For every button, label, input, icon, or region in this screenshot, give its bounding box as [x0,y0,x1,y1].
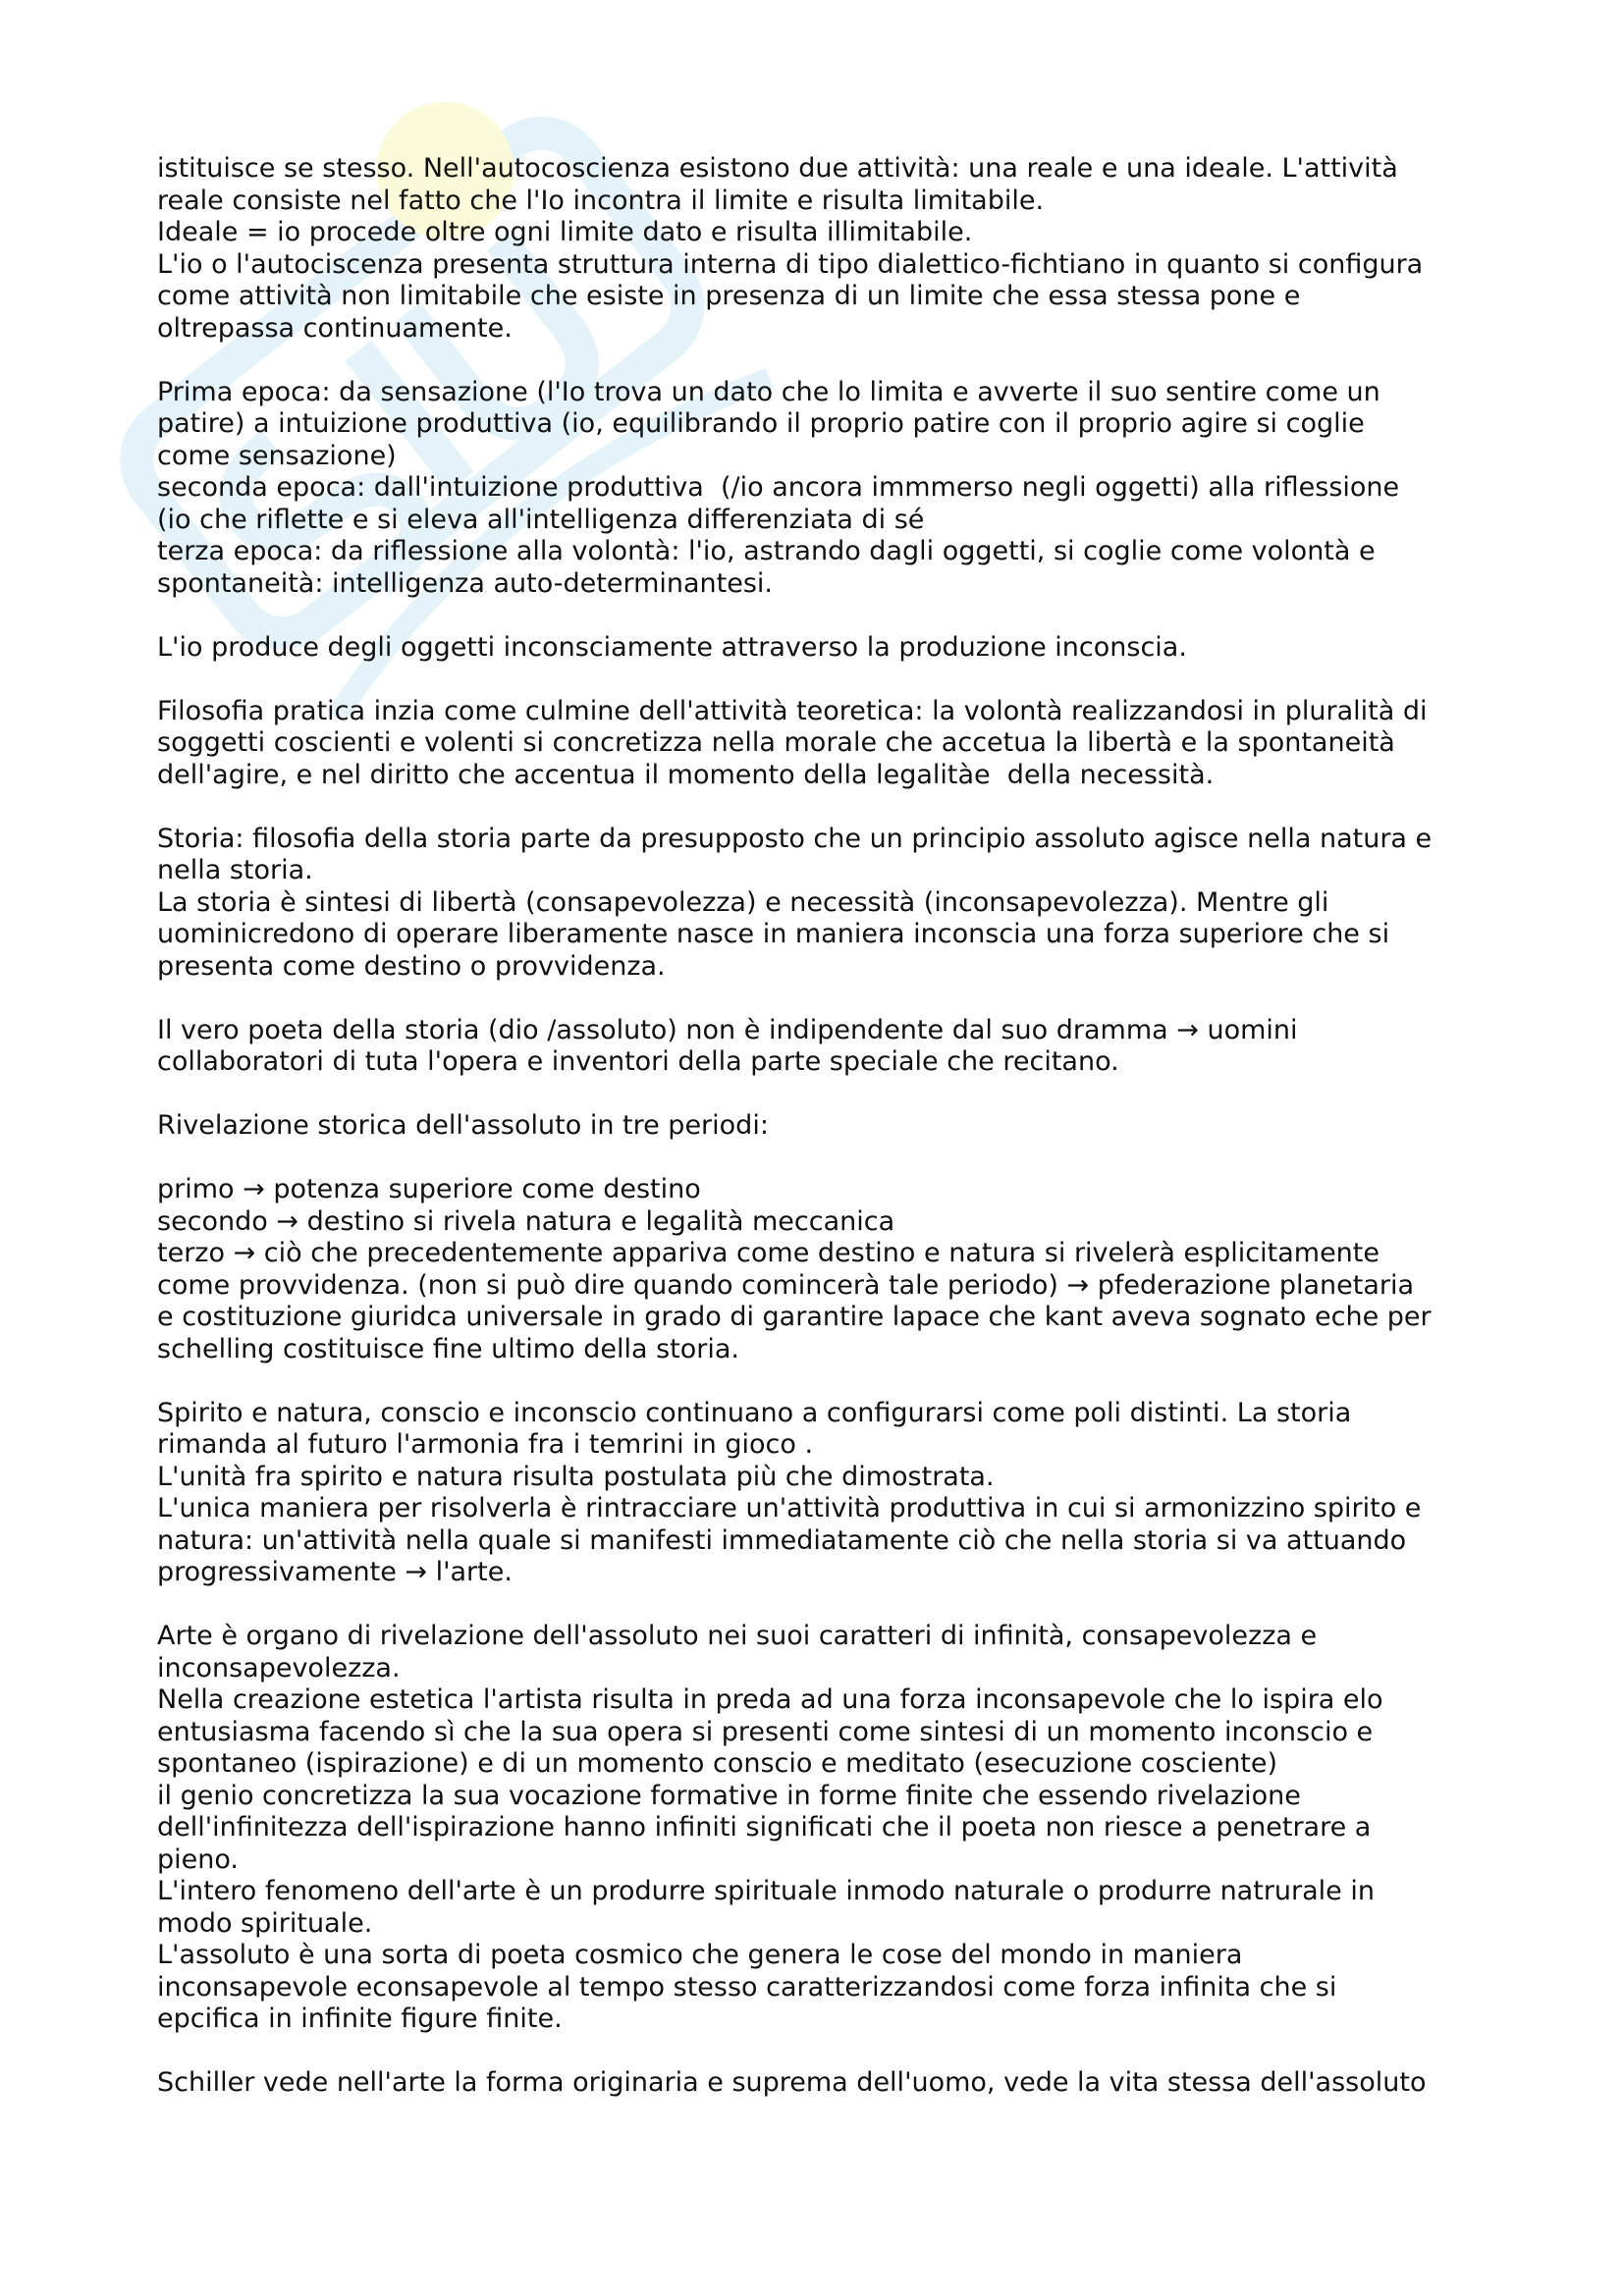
paragraph-rivelazione-storica [157,1110,1492,1143]
text-line: terza epoca: da riflessione alla volontà: l'io, astrando dagli oggetti, si coglie come volontà e [157,536,1376,566]
text-line: come attività non limitabile che esiste in presenza di un limite che essa stessa pone e [157,281,1301,311]
text-line: inconsapevole econsapevole al tempo stesso caratterizzandosi come forza infinita che si [157,1971,1337,2002]
text-line: pieno. [157,1843,239,1875]
text-line: Schiller vede nell'arte la forma originaria e suprema dell'uomo, vede la vita stessa dell'assoluto [157,2067,1427,2098]
text-line: come sensazione) [157,440,397,471]
text-line: presenta come destino o provvidenza. [157,950,666,982]
text-line: inconsapevolezza. [157,1652,401,1683]
text-line: il genio concretizza la sua vocazione formative in forme finite che essendo rivelazione [157,1780,1301,1811]
text-line: istituisce se stesso. Nell'autocoscienza esistono due attività: una reale e una ideale. L'attività [157,153,1398,184]
text-line: natura: un'attività nella quale si manifesti immediatamente ciò che nella storia si va attuando [157,1524,1407,1556]
text-line: spontaneità: intelligenza auto-determinantesi. [157,567,773,599]
paragraph-filosofia-pratica [157,696,1492,792]
text-line: oltrepassa continuamente. [157,312,513,344]
text-line: progressivamente → l'arte. [157,1557,513,1587]
text-line: Prima epoca: da sensazione (l'Io trova un dato che lo limita e avverte il suo sentire come un [157,376,1380,407]
paragraph-storia [157,824,1492,984]
text-line: uominicredono di operare liberamente nasce in maniera inconscia una forza superiore che si [157,919,1390,949]
paragraph-produzione-inconscia [157,632,1492,665]
text-line: primo → potenza superiore come destino [157,1174,701,1204]
text-line: L'unità fra spirito e natura risulta postulata più che dimostrata. [157,1461,995,1492]
text-line: terzo → ciò che precedentemente appariva come destino e natura si rivelerà esplicitamente [157,1238,1380,1268]
text-line: nella storia. [157,855,313,885]
text-line: spontaneo (ispirazione) e di un momento conscio e meditato (esecuzione cosciente) [157,1748,1278,1779]
text-line: e costituzione giuridca universale in grado di garantire lapace che kant aveva sognato eche per [157,1302,1432,1332]
text-line: L'assoluto è una sorta di poeta cosmico che genera le cose del mondo in maniera [157,1940,1243,1970]
text-line: soggetti coscienti e volenti si concretizza nella morale che accetua la libertà e la spontaneità [157,727,1395,758]
text-line: L'io produce degli oggetti inconsciamente attraverso la produzione inconscia. [157,631,1187,663]
document-body [157,153,1492,2131]
text-line: come provvidenza. (non si può dire quando comincerà tale periodo) → pfederazione planetaria [157,1269,1415,1301]
text-line: seconda epoca: dall'intuizione produttiva (/io ancora immmerso negli oggetti) alla riflessione [157,472,1400,503]
paragraph-arte [157,1621,1492,2036]
text-line: Ideale = io procede oltre ogni limite dato e risulta illimitabile. [157,217,973,247]
paragraph-schiller [157,2067,1492,2100]
paragraph-poeta-storia [157,1015,1492,1079]
paragraph-tre-periodi [157,1174,1492,1365]
text-line: schelling costituisce fine ultimo della storia. [157,1333,739,1364]
paragraph-spirito-natura [157,1398,1492,1589]
text-line: Filosofia pratica inzia come culmine dell'attività teoretica: la volontà realizzandosi in pluralità di [157,695,1428,726]
paragraph-autocoscienza [157,153,1492,345]
text-line: dell'infinitezza dell'ispirazione hanno infiniti significati che il poeta non riesce a penetrare a [157,1812,1372,1842]
text-line: modo spirituale. [157,1907,373,1939]
text-line: L'intero fenomeno dell'arte è un produrre spirituale inmodo naturale o produrre natrurale in [157,1876,1375,1906]
text-line: epcifica in infinite figure finite. [157,2003,563,2034]
text-line: rimanda al futuro l'armonia fra i temrini in gioco . [157,1429,814,1460]
text-line: entusiasma facendo sì che la sua opera si presenti come sintesi di un momento inconscio e [157,1716,1374,1747]
text-line: collaboratori di tuta l'opera e inventori della parte speciale che recitano. [157,1046,1119,1077]
text-line: patire) a intuizione produttiva (io, equilibrando il proprio patire con il proprio agire si coglie [157,408,1365,439]
text-line: Arte è organo di rivelazione dell'assoluto nei suoi caratteri di infinità, consapevolezza e [157,1621,1318,1651]
text-line: Nella creazione estetica l'artista risulta in preda ad una forza inconsapevole che lo ispira elo [157,1684,1383,1715]
text-line: (io che riflette e si eleva all'intelligenza differenziata di sé [157,504,925,535]
text-line: Rivelazione storica dell'assoluto in tre periodi: [157,1110,769,1141]
text-line: reale consiste nel fatto che l'Io incontra il limite e risulta limitabile. [157,185,1045,216]
text-line: L'io o l'autociscenza presenta struttura interna di tipo dialettico-fichtiano in quanto si configura [157,248,1424,280]
text-line: Spirito e natura, conscio e inconscio continuano a configurarsi come poli distinti. La storia [157,1397,1352,1428]
text-line: dell'agire, e nel diritto che accentua il momento della legalitàe della necessità. [157,759,1215,790]
paragraph-epoche [157,377,1492,601]
text-line: Il vero poeta della storia (dio /assoluto) non è indipendente dal suo dramma → uomini [157,1014,1298,1045]
text-line: La storia è sintesi di libertà (consapevolezza) e necessità (inconsapevolezza). Mentre gli [157,886,1329,918]
text-line: Storia: filosofia della storia parte da presupposto che un principio assoluto agisce nella natura e [157,823,1433,854]
text-line: L'unica maniera per risolverla è rintracciare un'attività produttiva in cui si armonizzino spirito e [157,1493,1422,1523]
text-line: secondo → destino si rivela natura e legalità meccanica [157,1205,895,1237]
